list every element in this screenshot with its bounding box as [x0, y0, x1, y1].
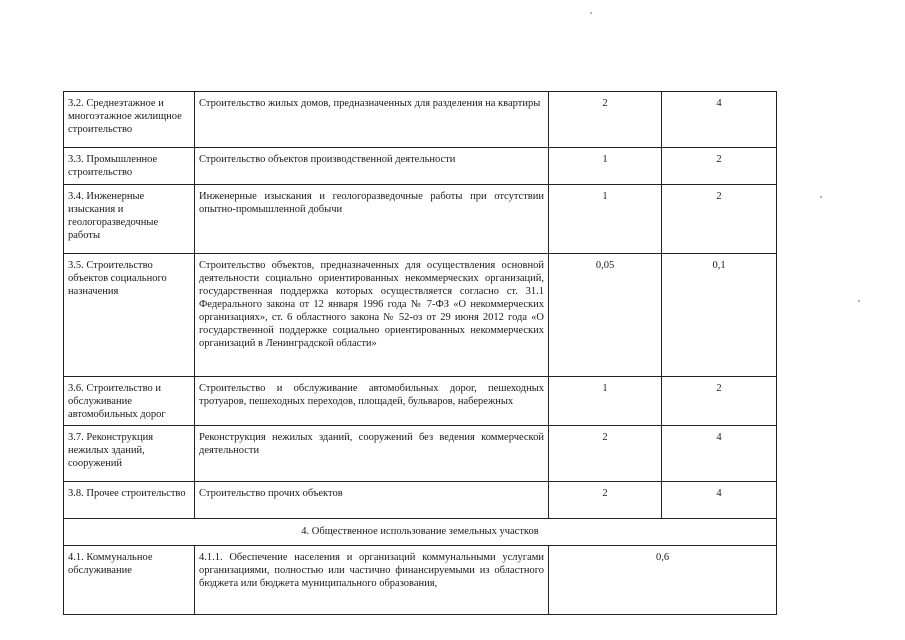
row-name: 4.1. Коммунальное обслуживание: [64, 546, 195, 615]
row-value-2: 4: [662, 426, 777, 482]
row-name: 3.6. Строительство и обслуживание автомобильных дорог: [64, 377, 195, 426]
land-use-table: [63, 91, 777, 615]
row-value-2: 2: [662, 148, 777, 185]
row-description: Строительство объектов производственной деятельности: [195, 148, 549, 185]
section-heading-row: [64, 519, 777, 546]
table-row: [64, 185, 777, 254]
row-value-merged: 0,6: [549, 546, 777, 615]
row-description: Реконструкция нежилых зданий, сооружений без ведения коммерческой деятельности: [195, 426, 549, 482]
table-row: [64, 482, 777, 519]
scan-speck: [590, 12, 592, 14]
scan-speck: [858, 300, 860, 302]
row-value-2: 2: [662, 377, 777, 426]
row-name: 3.7. Реконструкция нежилых зданий, сооружений: [64, 426, 195, 482]
row-description: Строительство жилых домов, предназначенных для разделения на квартиры: [195, 92, 549, 148]
row-name: 3.3. Промышленное строительство: [64, 148, 195, 185]
row-description: Строительство и обслуживание автомобильных дорог, пешеходных тротуаров, пешеходных переходов, площадей, бульваров, набережных: [195, 377, 549, 426]
row-value-1: 2: [549, 482, 662, 519]
row-value-2: 2: [662, 185, 777, 254]
row-value-2: 0,1: [662, 254, 777, 377]
row-value-2: 4: [662, 482, 777, 519]
section-heading: 4. Общественное использование земельных участков: [64, 519, 777, 546]
row-value-2: 4: [662, 92, 777, 148]
table-row: [64, 254, 777, 377]
row-value-1: 1: [549, 185, 662, 254]
scan-speck: [820, 196, 822, 198]
table-row: [64, 426, 777, 482]
table-row: [64, 377, 777, 426]
row-value-1: 1: [549, 148, 662, 185]
table-row: [64, 546, 777, 615]
row-description: Инженерные изыскания и геологоразведочные работы при отсутствии опытно-промышленной добычи: [195, 185, 549, 254]
table-row: [64, 92, 777, 148]
row-name: 3.2. Среднеэтажное и многоэтажное жилищное строительство: [64, 92, 195, 148]
row-name: 3.8. Прочее строительство: [64, 482, 195, 519]
row-description: 4.1.1. Обеспечение населения и организаций коммунальными услугами организациями, полностью или частично финансируемыми из областного бюджета или бюджета муниципального образования,: [195, 546, 549, 615]
row-description: Строительство прочих объектов: [195, 482, 549, 519]
table-row: [64, 148, 777, 185]
row-value-1: 2: [549, 92, 662, 148]
row-name: 3.5. Строительство объектов социального назначения: [64, 254, 195, 377]
row-value-1: 1: [549, 377, 662, 426]
row-value-1: 2: [549, 426, 662, 482]
row-value-1: 0,05: [549, 254, 662, 377]
row-description: Строительство объектов, предназначенных для осуществления основной деятельности социально ориентированных некоммерческих организаций, государственная поддержка которых осуществляется согласно ст. 31.1 Федерального закона от 12 января 1996 года № 7-ФЗ «О некоммерческих организациях», ст. 6 областного закона № 52-оз от 29 июня 2012 года «О государственной поддержке социально ориентированных некоммерческих организаций в Ленинградской области»: [195, 254, 549, 377]
row-name: 3.4. Инженерные изыскания и геологоразведочные работы: [64, 185, 195, 254]
